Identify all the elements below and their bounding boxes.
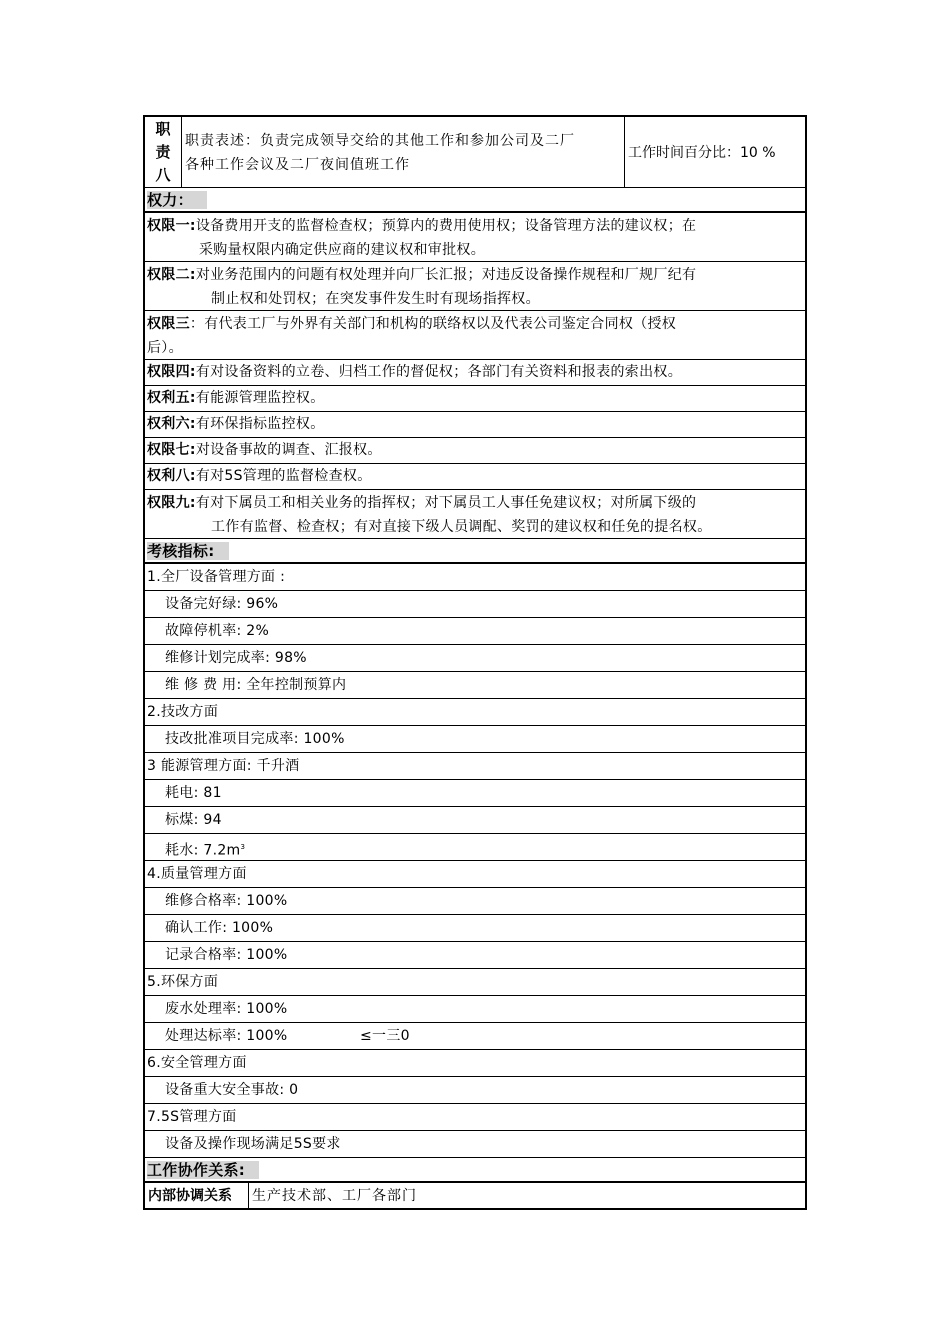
kpi-text: 设备及操作现场满足5S要求 [165,1136,341,1152]
kpi-item [145,807,805,834]
kpi-category [145,969,805,996]
kpi-text: 耗电: 81 [165,785,222,801]
kpi-text: 技改批准项目完成率: 100% [165,731,345,747]
kpi-category [145,699,805,726]
power-text-line: 有对下属员工和相关业务的指挥权；对下属员工人事任免建议权；对所属下级的 [195,495,697,511]
power-text-line: 设备费用开支的监督检查权；预算内的费用使用权；设备管理方法的建议权；在 [195,218,697,234]
power-text-line: 有对5S管理的监督检查权。 [195,468,372,484]
resp-desc-line: 各种工作会议及二厂夜间值班工作 [185,157,410,173]
power-text-line: 对设备事故的调查、汇报权。 [195,442,382,458]
internal-coordination-label: 内部协调关系 [145,1183,249,1208]
power-text-line: 后）。 [147,340,183,356]
kpi-header-text: 考核指标: [147,542,229,560]
kpi-text: 标煤: 94 [165,812,222,828]
kpi-text: 故障停机率: 2% [165,623,270,639]
kpi-item [145,996,805,1023]
kpi-item [145,915,805,942]
job-description-document [143,115,807,1210]
kpi-item [145,672,805,699]
kpi-item [145,834,805,861]
kpi-item [145,780,805,807]
kpi-text: 2.技改方面 [147,704,219,720]
kpi-item [145,1023,805,1050]
power-text-line: 有环保指标监控权。 [195,416,325,432]
power-text-line: 采购量权限内确定供应商的建议权和审批权。 [199,242,485,258]
power-label: 权限七: [147,442,196,458]
power-label: 权限一: [147,218,196,234]
power-text-line: 对业务范围内的问题有权处理并向厂长汇报；对违反设备操作规程和厂规厂纪有 [195,267,697,283]
collaboration-header-text: 工作协作关系: [147,1161,259,1179]
power-label: 权利五: [147,390,196,406]
internal-coordination-value: 生产技术部、工厂各部门 [252,1188,417,1204]
power-row [145,262,805,311]
kpi-category [145,1104,805,1131]
kpi-text: 设备完好绿: 96% [165,596,279,612]
kpi-text: 维修合格率: 100% [165,893,288,909]
kpi-text: 7.5S管理方面 [147,1109,237,1125]
power-text-line: 有对设备资料的立卷、归档工作的督促权；各部门有关资料和报表的索出权。 [195,364,683,380]
responsibility-number [145,117,182,187]
kpi-header [145,539,805,564]
collaboration-header [145,1158,805,1183]
power-row [145,438,805,464]
powers-header [145,188,805,213]
power-label: 权利八: [147,468,196,484]
resp-number-char: 八 [155,165,171,184]
kpi-category [145,1050,805,1077]
power-text-line: 有能源管理监控权。 [195,390,325,406]
resp-number-char: 责 [155,142,171,161]
kpi-item [145,618,805,645]
kpi-item [145,645,805,672]
kpi-category [145,753,805,780]
kpi-item [145,726,805,753]
kpi-note: ≤一三0 [360,1028,410,1044]
powers-header-text: 权力： [147,191,207,209]
power-row [145,360,805,386]
time-percentage: 工作时间百分比：10 % [628,145,776,161]
kpi-item [145,888,805,915]
kpi-text: 3 能源管理方面: 千升酒 [147,758,300,774]
power-label: 权限四: [147,364,196,380]
kpi-item [145,1077,805,1104]
kpi-text: 设备重大安全事故: 0 [165,1082,299,1098]
kpi-category [145,861,805,888]
resp-desc-line: 职责表述：负责完成领导交给的其他工作和参加公司及二厂 [185,133,575,149]
kpi-item [145,1131,805,1158]
kpi-text: 维 修 费 用: 全年控制预算内 [165,677,347,693]
kpi-text: 维修计划完成率: 98% [165,650,307,666]
kpi-text: 5.环保方面 [147,974,219,990]
kpi-text: 处理达标率: 100% [165,1028,288,1044]
power-label: 权限三 [147,316,190,332]
responsibility-description [182,117,625,187]
power-row [145,311,805,360]
power-row [145,464,805,490]
kpi-superscript: 3 [240,843,246,851]
kpi-section [143,539,807,1158]
power-row [145,213,805,262]
kpi-text: 确认工作: 100% [165,920,274,936]
kpi-category [145,564,805,591]
power-row [145,386,805,412]
kpi-text: 废水处理率: 100% [165,1001,288,1017]
power-label: 权限二: [147,267,196,283]
responsibility-row [143,115,807,188]
kpi-text: 6.安全管理方面 [147,1055,247,1071]
power-text-line: 工作有监督、检查权；有对直接下级人员调配、奖罚的建议权和任免的提名权。 [211,519,712,535]
power-text-line: 制止权和处罚权；在突发事件发生时有现场指挥权。 [211,291,540,307]
kpi-item [145,591,805,618]
internal-coordination-row [145,1183,805,1210]
power-row [145,412,805,438]
kpi-text: 4.质量管理方面 [147,866,247,882]
kpi-text: 记录合格率: 100% [165,947,288,963]
kpi-text: 1.全厂设备管理方面 : [147,569,286,585]
collaboration-section [143,1158,807,1210]
power-text-line: ：有代表工厂与外界有关部门和机构的联络权以及代表公司鉴定合同权（授权 [189,316,677,332]
power-label: 权利六: [147,416,196,432]
power-row [145,490,805,539]
kpi-text: 耗水: 7.2m [165,842,241,859]
power-label: 权限九: [147,495,196,511]
powers-section [143,188,807,539]
resp-number-char: 职 [155,119,171,138]
kpi-item [145,942,805,969]
